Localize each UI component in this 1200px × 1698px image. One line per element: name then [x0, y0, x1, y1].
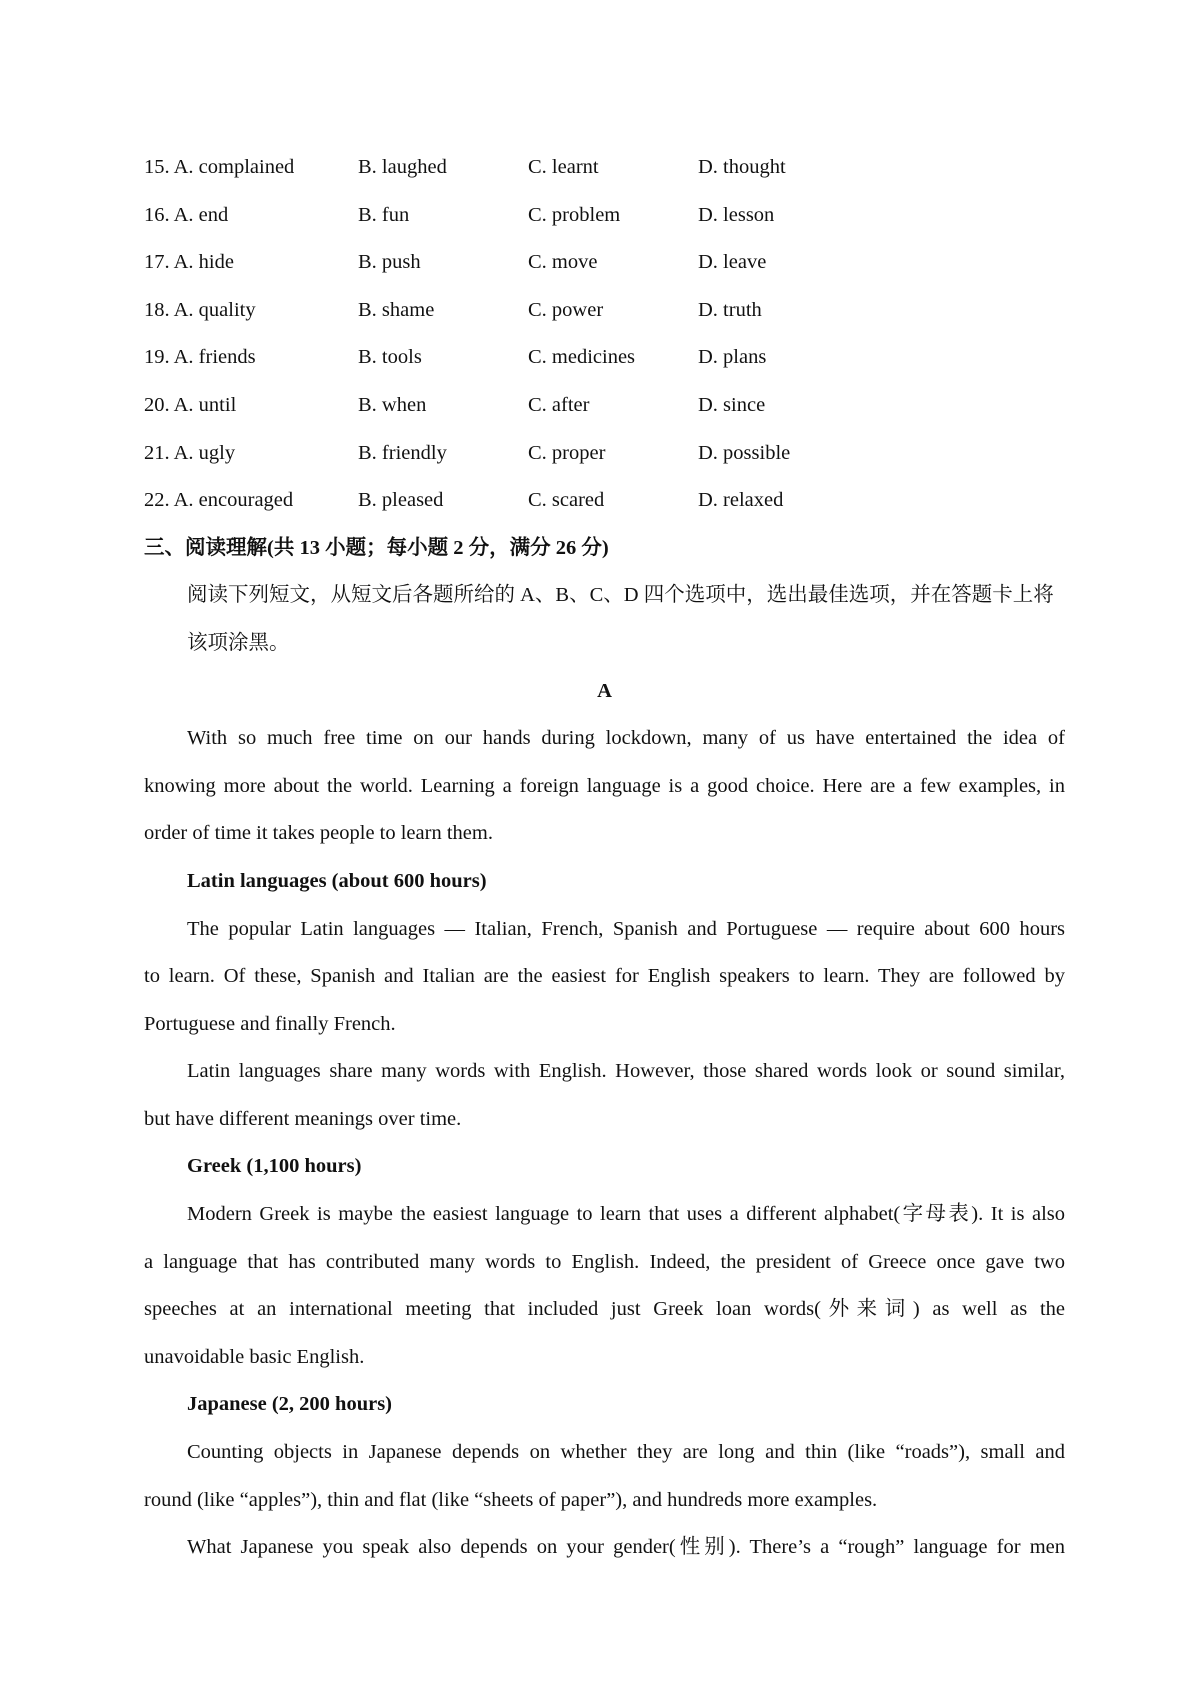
option-q: 16. A. end: [144, 203, 229, 226]
paragraph-line: Counting objects in Japanese depends on whether they are long and thin (like “roads”), small and: [187, 1441, 1065, 1464]
section-title: 三、阅读理解(共 13 小题；每小题 2 分，满分 26 分): [144, 536, 609, 559]
option-b: B. tools: [358, 346, 422, 369]
option-q: 17. A. hide: [144, 251, 234, 274]
option-row: [144, 239, 1065, 287]
option-row: [144, 477, 1065, 525]
option-b: B. friendly: [358, 441, 447, 464]
paragraph-line: speeches at an international meeting that included just Greek loan words(外来词) as well as the: [144, 1298, 1065, 1321]
option-d: D. leave: [698, 251, 767, 274]
paragraph-line: Latin languages share many words with English. However, those shared words look or sound similar,: [187, 1060, 1065, 1083]
option-d: D. since: [698, 393, 766, 416]
subheading: Latin languages (about 600 hours): [187, 869, 487, 892]
paragraph-line: What Japanese you speak also depends on your gender(性别). There’s a “rough” language for men: [187, 1536, 1065, 1559]
option-b: B. when: [358, 393, 427, 416]
option-c: C. after: [528, 393, 590, 416]
document-page: [144, 144, 1065, 1572]
paragraph-line: round (like “apples”), thin and flat (like “sheets of paper”), and hundreds more examples.: [144, 1488, 878, 1511]
paragraph-line: With so much free time on our hands during lockdown, many of us have entertained the idea of: [187, 727, 1065, 750]
paragraph-line: a language that has contributed many words to English. Indeed, the president of Greece once gave two: [144, 1250, 1065, 1273]
option-c: C. power: [528, 298, 604, 321]
paragraph-line: Portuguese and finally French.: [144, 1012, 396, 1035]
paragraph-line: Modern Greek is maybe the easiest language to learn that uses a different alphabet(字母表). It is also: [187, 1203, 1065, 1226]
option-row: [144, 287, 1065, 335]
option-b: B. laughed: [358, 156, 447, 178]
option-c: C. learnt: [528, 156, 599, 178]
option-d: D. truth: [698, 298, 762, 321]
option-q: 22. A. encouraged: [144, 489, 294, 512]
option-b: B. push: [358, 251, 421, 274]
option-q: 15. A. complained: [144, 156, 295, 178]
instruction-line: 该项涂黑。: [187, 631, 290, 654]
option-c: C. move: [528, 251, 598, 274]
option-c: C. scared: [528, 489, 605, 512]
option-d: D. thought: [698, 156, 786, 178]
option-d: D. possible: [698, 441, 791, 464]
paragraph-line: to learn. Of these, Spanish and Italian are the easiest for English speakers to learn. They are followed by: [144, 965, 1065, 988]
passage-label: A: [597, 679, 612, 702]
paragraph-line: knowing more about the world. Learning a foreign language is a good choice. Here are a few examples, in: [144, 774, 1065, 797]
option-row: [144, 382, 1065, 430]
instruction-line: 阅读下列短文，从短文后各题所给的 A、B、C、D 四个选项中，选出最佳选项，并在答题卡上将: [187, 584, 1054, 607]
paragraph-line: unavoidable basic English.: [144, 1345, 365, 1368]
option-c: C. medicines: [528, 346, 636, 369]
option-d: D. relaxed: [698, 489, 784, 512]
option-c: C. proper: [528, 441, 606, 464]
subheading: Japanese (2, 200 hours): [187, 1393, 393, 1416]
option-d: D. plans: [698, 346, 767, 369]
option-d: D. lesson: [698, 203, 775, 226]
option-b: B. pleased: [358, 489, 444, 512]
option-q: 21. A. ugly: [144, 441, 236, 464]
option-row: [144, 192, 1065, 240]
option-q: 18. A. quality: [144, 298, 256, 321]
option-q: 19. A. friends: [144, 346, 256, 369]
option-b: B. shame: [358, 298, 435, 321]
option-row: [144, 334, 1065, 382]
paragraph-line: order of time it takes people to learn them.: [144, 822, 493, 845]
subheading: Greek (1,100 hours): [187, 1155, 362, 1178]
option-c: C. problem: [528, 203, 621, 226]
paragraph-line: but have different meanings over time.: [144, 1107, 462, 1130]
option-b: B. fun: [358, 203, 410, 226]
option-row: [144, 144, 1065, 192]
paragraph-line: The popular Latin languages — Italian, French, Spanish and Portuguese — require about 600 hours: [187, 917, 1065, 940]
option-q: 20. A. until: [144, 393, 237, 416]
option-row: [144, 430, 1065, 478]
